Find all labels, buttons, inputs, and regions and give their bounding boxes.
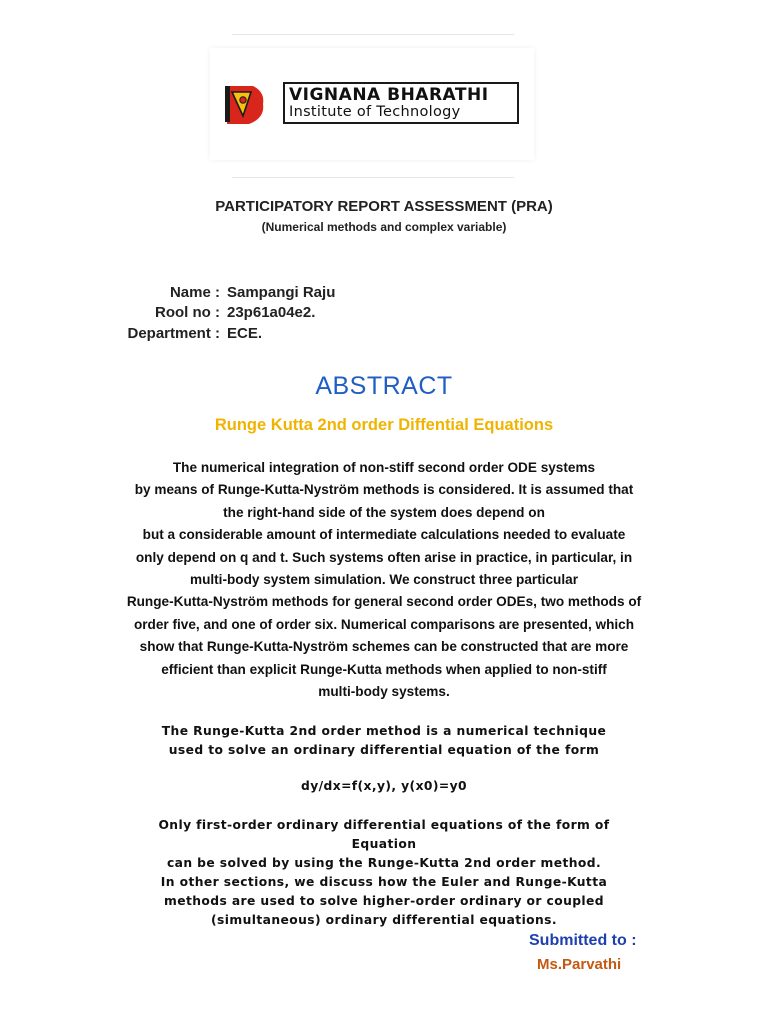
- abstract-line: the right-hand side of the system does depend on: [223, 504, 545, 520]
- report-title: PARTICIPATORY REPORT ASSESSMENT (PRA): [215, 198, 553, 215]
- logo-bottom-rule: [232, 177, 514, 178]
- abstract-line: multi-body systems.: [318, 684, 450, 700]
- method-line: used to solve an ordinary differential equation of the form: [168, 743, 600, 757]
- abstract-line: Runge-Kutta-Nyström methods for general second order ODEs, two methods of: [126, 594, 642, 610]
- institute-name: VIGNANA BHARATHI: [289, 85, 489, 105]
- department-value: ECE.: [227, 325, 263, 342]
- institute-logo: [210, 48, 534, 160]
- abstract-line: but a considerable amount of intermediate calculations needed to evaluate: [142, 527, 626, 543]
- logo-text-frame: [283, 82, 519, 124]
- institute-subtitle: Institute of Technology: [289, 104, 461, 120]
- student-department-row: [0, 325, 768, 345]
- report-subtitle: (Numerical methods and complex variable): [261, 220, 507, 234]
- abstract-line: efficient than explicit Runge-Kutta methods when applied to non-stiff: [161, 661, 607, 677]
- closing-line: methods are used to solve higher-order ordinary or coupled: [164, 894, 604, 908]
- submitted-to-name: Ms.Parvathi: [537, 956, 622, 973]
- closing-line: Equation: [351, 837, 417, 851]
- method-paragraph: [0, 722, 768, 760]
- name-value: Sampangi Raju: [227, 284, 336, 301]
- abstract-subtitle: Runge Kutta 2nd order Diffential Equations: [214, 416, 554, 434]
- vbit-emblem-icon: [223, 82, 267, 126]
- abstract-line: show that Runge-Kutta-Nyström schemes can be constructed that are more: [139, 639, 629, 655]
- abstract-line: The numerical integration of non-stiff second order ODE systems: [172, 460, 596, 475]
- ode-formula: dy/dx=f(x,y), y(x0)=y0: [301, 779, 467, 793]
- roll-value: 23p61a04e2.: [227, 304, 316, 321]
- roll-label: Rool no :: [155, 304, 220, 321]
- abstract-line: order five, and one of order six. Numerical comparisons are presented, which: [133, 616, 635, 632]
- closing-line: (simultaneous) ordinary differential equations.: [211, 913, 557, 927]
- abstract-line: multi-body system simulation. We construct three particular: [189, 572, 578, 588]
- abstract-line: only depend on q and t. Such systems often arise in practice, in particular, in: [135, 549, 633, 565]
- abstract-line: by means of Runge-Kutta-Nyström methods is considered. It is assumed that: [134, 482, 634, 498]
- student-roll-row: [0, 304, 768, 324]
- name-label: Name :: [169, 284, 220, 301]
- closing-line: In other sections, we discuss how the Euler and Runge-Kutta: [160, 875, 608, 889]
- abstract-paragraph: [0, 457, 768, 703]
- abstract-heading: ABSTRACT: [315, 372, 453, 400]
- method-line: The Runge-Kutta 2nd order method is a numerical technique: [161, 724, 607, 738]
- closing-line: can be solved by using the Runge-Kutta 2nd order method.: [166, 856, 602, 870]
- logo-top-rule: [232, 34, 514, 35]
- submitted-to-label: Submitted to :: [529, 932, 637, 949]
- closing-line: Only first-order ordinary differential equations of the form of: [158, 818, 610, 832]
- student-name-row: [0, 284, 768, 304]
- closing-paragraph: [0, 816, 768, 930]
- department-label: Department :: [127, 325, 220, 342]
